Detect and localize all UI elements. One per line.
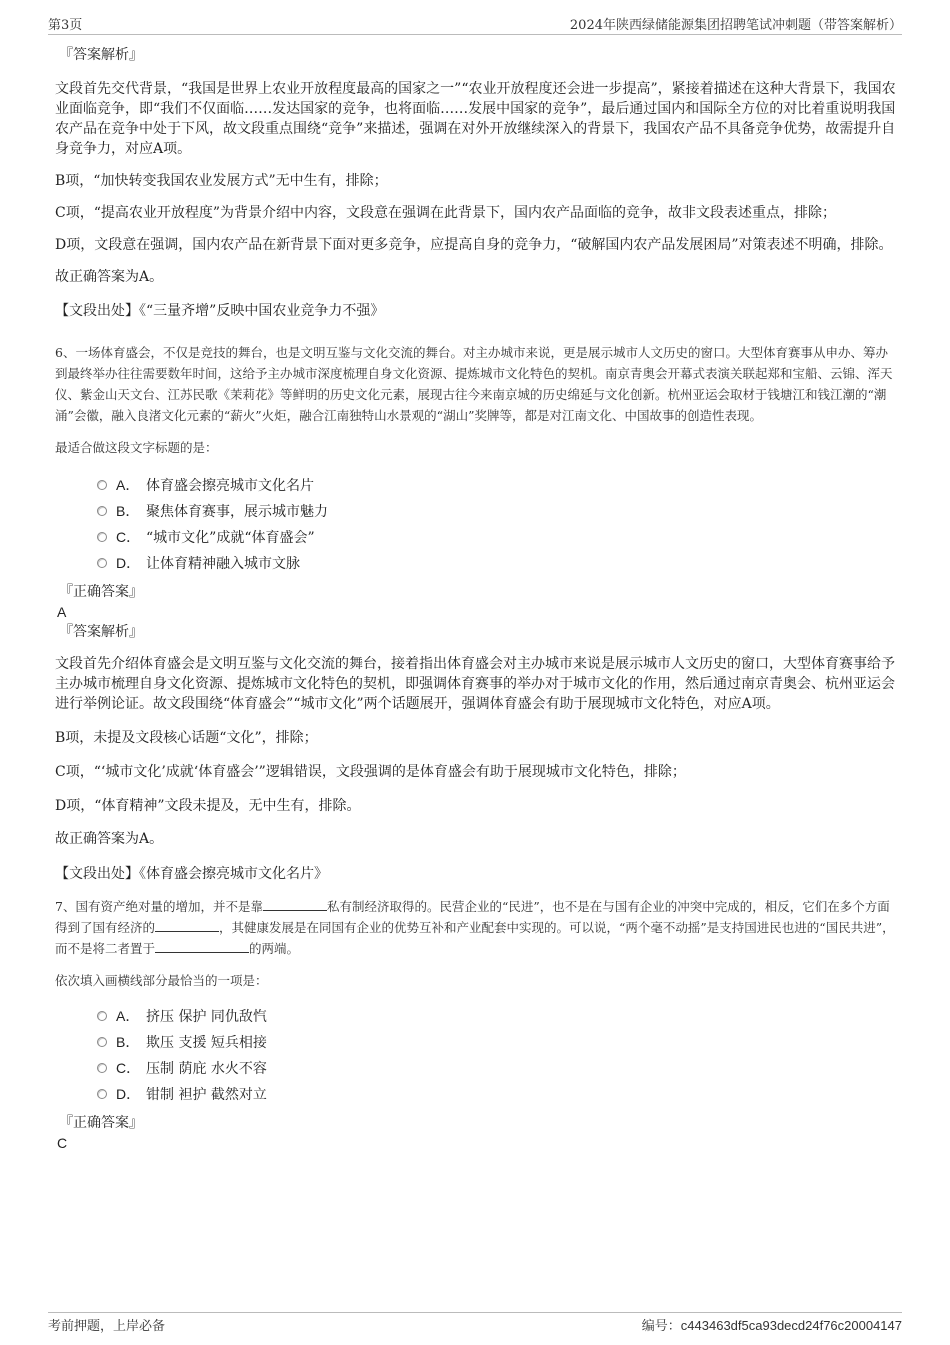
page-number: 第3页 — [48, 18, 83, 33]
q6-analysis: 文段首先介绍体育盛会是文明互鉴与文化交流的舞台，接着指出体育盛会对主办城市来说是展示城市人文历史的窗口，大型体育赛事给予主办城市梳理自身文化资源、提炼城市文化特色的契机，即强调体育赛事的举办对于城市文化的作用，然后通过南京青奥会、杭州亚运会进行举例论证。故文段围绕“体育盛会”“城市文化”两个话题展开，强调体育盛会有助于展现城市文化特色，对应A项。 — [55, 656, 895, 712]
q7-option-c[interactable] — [97, 1055, 897, 1081]
q5-source: 【文段出处】《“三量齐增”反映中国农业竞争力不强》 — [55, 303, 385, 319]
page-footer — [48, 1312, 902, 1335]
option-letter: B． — [116, 503, 140, 519]
q7-correct-answer: C — [57, 1135, 68, 1151]
q7-correct-label: 『正确答案』 — [59, 1115, 143, 1131]
radio-button-icon[interactable] — [97, 532, 107, 542]
q5-analysis: 文段首先交代背景，“我国是世界上农业开放程度最高的国家之一”“农业开放程度还会进一步提高”，紧接着描述在这种大背景下，我国农业面临竞争，即“我们不仅面临……发达国家的竞争，也将面临……发展中国家的竞争”，最后通过国内和国际全方位的对比着重说明我国农产品在竞争中处于下风，故文段重点围绕“竞争”来描述，强调在对外开放继续深入的背景下，我国农产品不具备竞争优势，故需提升自身竞争力，对应A项。 — [55, 81, 896, 157]
document-id-value: c443463df5ca93decd24f76c20004147 — [680, 1318, 902, 1333]
q6-prompt: 最适合做这段文字标题的是： — [55, 440, 218, 455]
fill-blank-2 — [155, 919, 219, 932]
option-letter: A． — [116, 477, 140, 493]
q6-option-b[interactable] — [97, 498, 897, 524]
option-text: 让体育精神融入城市文脉 — [146, 556, 300, 572]
radio-button-icon[interactable] — [97, 1011, 107, 1021]
option-text: 欺压 支援 短兵相接 — [146, 1035, 267, 1051]
main-content — [55, 45, 897, 1153]
q7-option-d[interactable] — [97, 1081, 897, 1107]
q7-option-b[interactable] — [97, 1029, 897, 1055]
radio-button-icon[interactable] — [97, 1089, 107, 1099]
q6-option-b-analysis: B项，未提及文段核心话题“文化”，排除； — [55, 730, 318, 746]
option-text: 钳制 袒护 截然对立 — [146, 1087, 267, 1103]
option-text: 聚焦体育赛事，展示城市魅力 — [146, 504, 328, 520]
option-letter: D． — [116, 1086, 141, 1102]
radio-button-icon[interactable] — [97, 1063, 107, 1073]
q7-text-part-3: ，其健康发展是在同国有企业的优势互补和产业配套中实现的。可以说，“两个毫不动摇”是支持国进民也进的“国民共进”，而不是将二者置于 — [55, 920, 895, 956]
q5-analysis-label: 『答案解析』 — [59, 47, 143, 63]
option-text: 体育盛会擦亮城市文化名片 — [146, 478, 314, 494]
document-title: 2024年陕西绿储能源集团招聘笔试冲刺题（带答案解析） — [569, 18, 902, 33]
fill-blank-3 — [155, 940, 249, 953]
option-text: “城市文化”成就“体育盛会” — [146, 530, 315, 546]
option-letter: C． — [116, 1060, 141, 1076]
radio-button-icon[interactable] — [97, 1037, 107, 1047]
q7-text-part-4: 的两端。 — [249, 941, 300, 956]
q7-prompt: 依次填入画横线部分最恰当的一项是： — [55, 973, 268, 988]
q6-option-c[interactable] — [97, 524, 897, 550]
q6-correct-label: 『正确答案』 — [59, 584, 143, 600]
document-id-label: 编号： — [641, 1319, 681, 1334]
q7-option-a[interactable] — [97, 1003, 897, 1029]
q7-question-text — [55, 896, 897, 959]
q6-source: 【文段出处】《体育盛会擦亮城市文化名片》 — [55, 866, 328, 882]
option-letter: A． — [116, 1008, 140, 1024]
option-text: 压制 荫庇 水火不容 — [146, 1061, 267, 1077]
q6-option-c-analysis: C项，“‘城市文化’成就‘体育盛会’”逻辑错误，文段强调的是体育盛会有助于展现城市文化特色，排除； — [55, 764, 686, 780]
q7-options — [55, 1003, 897, 1107]
footer-slogan: 考前押题，上岸必备 — [48, 1319, 166, 1334]
q7-text-part-1: 7、国有资产绝对量的增加，并不是靠 — [55, 899, 263, 914]
q6-option-d-analysis: D项，“体育精神”文段未提及，无中生有，排除。 — [55, 798, 361, 814]
q6-analysis-label: 『答案解析』 — [59, 624, 143, 640]
q5-conclusion: 故正确答案为A。 — [55, 269, 164, 285]
option-letter: B． — [116, 1034, 140, 1050]
q6-conclusion: 故正确答案为A。 — [55, 831, 164, 847]
option-text: 挤压 保护 同仇敌忾 — [146, 1009, 267, 1025]
radio-button-icon[interactable] — [97, 506, 107, 516]
q5-option-c-analysis: C项，“提高农业开放程度”为背景介绍中内容，文段意在强调在此背景下，国内农产品面临的竞争，故非文段表述重点，排除； — [55, 205, 837, 221]
q7-text-part-2: 私有制经济取得的。民营企业的“民进”，也不是在与国有企业的冲突中完成的，相反，它们在多个方面得到了国有经济的 — [55, 899, 890, 935]
radio-button-icon[interactable] — [97, 558, 107, 568]
q6-question-text: 6、一场体育盛会，不仅是竞技的舞台，也是文明互鉴与文化交流的舞台。对主办城市来说，更是展示城市人文历史的窗口。大型体育赛事从申办、筹办到最终举办往往需要数年时间，这给予主办城市深度梳理自身文化资源、提炼城市文化特色的契机。南京青奥会开幕式表演关联起郑和宝船、云锦、浑天仪、紫金山天文台、江苏民歌《茉莉花》等鲜明的历史文化元素，展现古往今来南京城的历史绵延与文化创新。杭州亚运会取材于钱塘江和钱江潮的“潮涌”会徽，融入良渚文化元素的“薪火”火炬，融合江南独特山水景观的“湖山”奖牌等，都是对江南文化、中国故事的创造性表现。 — [55, 345, 893, 423]
q5-option-b-analysis: B项，“加快转变我国农业发展方式”无中生有，排除； — [55, 173, 388, 189]
q6-correct-answer: A — [57, 604, 67, 620]
q5-option-d-analysis: D项，文段意在强调，国内农产品在新背景下面对更多竞争，应提高自身的竞争力，“破解国内农产品发展困局”对策表述不明确，排除。 — [55, 237, 893, 253]
page-header — [48, 14, 902, 35]
q6-options — [55, 472, 897, 576]
q6-option-a[interactable] — [97, 472, 897, 498]
document-id — [642, 1315, 902, 1334]
fill-blank-1 — [263, 898, 327, 911]
option-letter: C． — [116, 529, 141, 545]
radio-button-icon[interactable] — [97, 480, 107, 490]
q6-option-d[interactable] — [97, 550, 897, 576]
option-letter: D． — [116, 555, 141, 571]
